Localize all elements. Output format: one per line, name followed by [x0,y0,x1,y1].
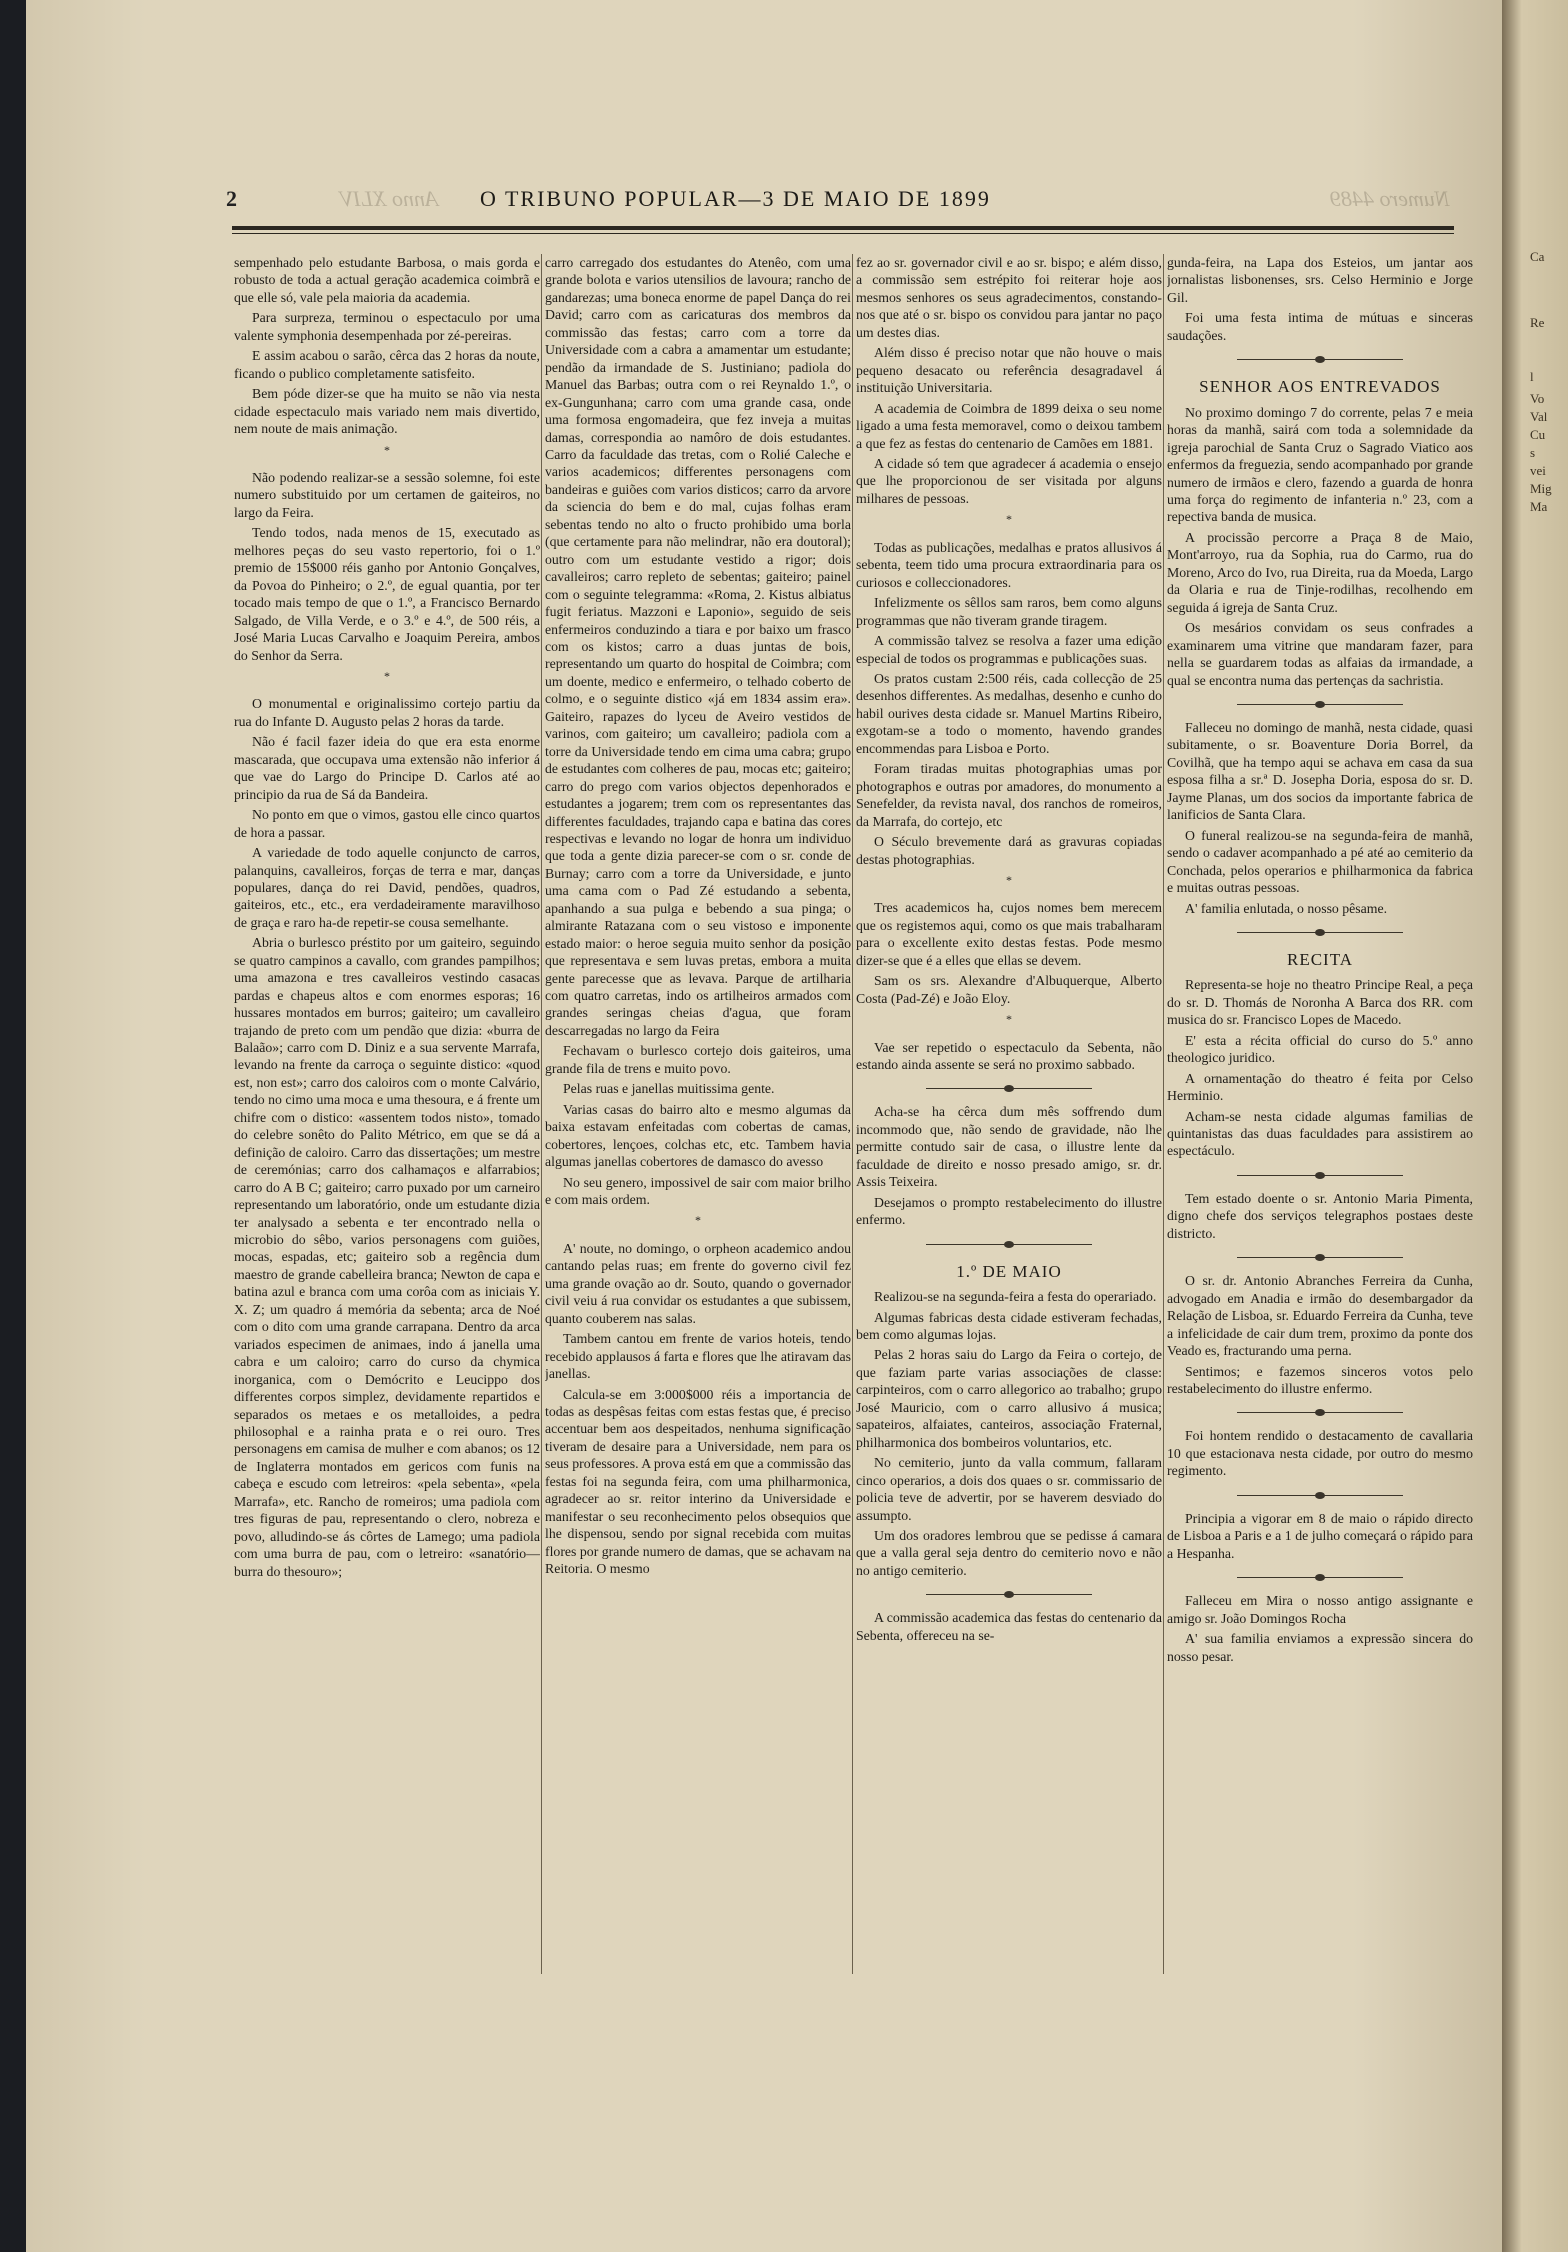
paragraph: Realizou-se na segunda-feira a festa do operariado. [874,1289,1157,1305]
paragraph: Não é facil fazer ideia do que era esta enorme mascarada, que occupava uma extensão não inferior á que vae do Largo do Principe D. Carlos até ao principio da rua de Sá da Bandeira. [234,734,540,802]
paragraph: A ornamentação do theatro é feita por Celso Herminio. [1167,1070,1473,1104]
ornamental-rule [856,1235,1162,1253]
next-page-fragment: Val [1530,409,1548,424]
paragraph: Os pratos custam 2:500 réis, cada collecção de 25 desenhos differentes. As medalhas, desenho e cunho do habil ourives desta cidade sr. Manuel Martins Ribeiro, exgotam-se a todo o momento, havendo grandes encommendas para Lisboa e Porto. [856,670,1162,756]
paragraph: Falleceu em Mira o nosso antigo assignante e amigo sr. João Domingos Rocha [1167,1593,1473,1626]
paragraph: O sr. dr. Antonio Abranches Ferreira da Cunha, advogado em Anadia e irmão do desembargador da Relação de Lisboa, sr. Eduardo Ferreira da Cunha, teve a infelicidade de cair dum trem, proximo da ponte dos Veado es, fracturando uma perna. [1167,1273,1473,1359]
paragraph: A' noute, no domingo, o orpheon academico andou cantando pelas ruas; em frente do governo civil fez uma grande ovação ao dr. Souto, quando o governador civil veiu á rua convidar os estudantes a que subissem, quanto couberem nas salas. [545,1240,851,1326]
paragraph: gunda-feira, na Lapa dos Esteios, um jantar aos jornalistas lisbonenses, srs. Celso Herminio e Jorge Gil. [1167,255,1473,305]
masthead: O TRIBUNO POPULAR—3 DE MAIO DE 1899 [480,186,991,211]
paragraph: Acha-se ha cêrca dum mês soffrendo dum incommodo que, não sendo de gravidade, não lhe permitte contudo sair de casa, o illustre lente da faculdade de direito e nosso presado amigo, sr. dr. Assis Teixeira. [856,1104,1162,1190]
paragraph: A commissão academica das festas do centenario da Sebenta, offereceu na se- [856,1610,1162,1643]
paragraph: Além disso é preciso notar que não houve o mais pequeno desacato ou referência desagradavel á instituição Universitaria. [856,345,1162,396]
paragraph: A' familia enlutada, o nosso pêsame. [1185,900,1388,916]
ornamental-rule [1167,695,1473,713]
paragraph: fez ao sr. governador civil e ao sr. bispo; e além disso, a commissão sem estrépito foi reiterar hoje aos mesmos senhores os seus agradecimentos, constando-nos que até o sr. bispo os convidou para jantar no paço um destes dias. [856,255,1162,340]
paragraph: O monumental e originalissimo cortejo partiu da rua do Infante D. Augusto pelas 2 horas da tarde. [234,696,540,729]
paragraph: A commissão talvez se resolva a fazer uma edição especial de todos os programmas e publicações suas. [856,633,1162,666]
next-page-fragment: l [1530,369,1534,384]
paragraph: Acham-se nesta cidade algumas familias de quintanistas das duas faculdades para assistirem ao espectáculo. [1167,1108,1473,1159]
paragraph: Infelizmente os sêllos sam raros, bem como alguns programmas que não tiveram grande tiragem. [856,595,1162,628]
ornamental-rule [1167,1486,1473,1504]
paragraph: Desejamos o prompto restabelecimento do illustre enfermo. [856,1194,1162,1228]
ornamental-rule [1167,350,1473,368]
paragraph: A academia de Coimbra de 1899 deixa o seu nome ligado a uma festa memoravel, como o deixou tambem a que fez as festas do centenario de Camões em 1881. [856,400,1162,451]
section-heading: RECITA [1286,949,1354,969]
column-2 [545,254,851,1974]
paragraph: Principia a vigorar em 8 de maio o rápido directo de Lisboa a Paris e a 1 de julho começará o rápido para a Hespanha. [1167,1510,1473,1561]
paragraph: Representa-se hoje no theatro Principe Real, a peça do sr. D. Thomás de Noronha A Barca dos RR. com musica do sr. Francisco Lopes de Macedo. [1167,977,1473,1028]
paragraph: Todas as publicações, medalhas e pratos allusivos á sebenta, teem tido uma procura extraordinaria para os curiosos e colleccionadores. [856,539,1162,590]
ornamental-rule [1167,1248,1473,1266]
section-asterisk: * [1006,512,1012,527]
header-rule-thin [232,233,1454,234]
ornamental-rule [856,1079,1162,1097]
section-heading: SENHOR AOS ENTREVADOS [1199,377,1441,397]
paragraph: Varias casas do bairro alto e mesmo algumas da baixa estavam enfeitadas com cobertas de camas, cobertores, lençoes, colchas etc, etc. Tambem havia algumas janellas cobertores de damasco do avesso [545,1101,851,1170]
paragraph: Tres academicos ha, cujos nomes bem merecem que os registemos aqui, como os que mais trabalharam para o excellente exito destas festas. Pode mesmo dizer-se que é a elles que ellas se devem. [856,900,1162,968]
paragraph: Para surpreza, terminou o espectaculo por uma valente symphonia desempenhada por zé-pereiras. [234,310,540,343]
next-page-fragment: Re [1530,315,1545,330]
column-divider [852,254,853,1974]
section-heading: 1.º DE MAIO [956,1261,1062,1281]
paragraph: Não podendo realizar-se a sessão solemne, foi este numero substituido por um certamen de gaiteiros, no largo da Feira. [234,469,540,520]
paragraph: O funeral realizou-se na segunda-feira de manhã, sendo o cadaver acompanhado a pé até ao cemiterio da Conchada, pelos operarios e philharmonica da fabrica e muitas outras pessoas. [1167,827,1473,896]
paragraph: Calcula-se em 3:000$000 réis a importancia de todas as despêsas feitas com estas festas que, é preciso accentuar bem aos despeitados, nenhuma significação tiveram de desaire para a Universidade, nem para os seus professores. A prova está em que a commissão das festas foi na segunda feira, com uma philharmonica, agradecer ao sr. reitor interino da Universidade e manifestar o seu reconhecimento pelos obsequios que lhe dispensou, sendo por signal recebida com muitas flores por grande numero de damas, que se achavam na Reitoria. O mesmo [545,1386,851,1577]
next-page-fragment: Ca [1530,249,1545,264]
paragraph: Tem estado doente o sr. Antonio Maria Pimenta, digno chefe dos serviços telegraphos postaes deste districto. [1167,1190,1473,1241]
paragraph: Foi hontem rendido o destacamento de cavallaria 10 que estacionava nesta cidade, por outro do mesmo regimento. [1167,1428,1473,1479]
page-number: 2 [226,186,237,211]
paragraph: Pelas 2 horas saiu do Largo da Feira o cortejo, de que faziam parte varias associações de classe: carpinteiros, com o carro allegorico ao trabalho; grupo José Mauricio, com o carro allusivo á musica; sapateiros, alfaiates, canteiros, associação Fraternal, philharmonica dos bombeiros voluntarios, etc. [856,1347,1162,1450]
ornamental-rule [1167,1568,1473,1586]
next-page-fragment: vei [1530,463,1546,478]
paragraph: Os mesários convidam os seus confrades a examinarem uma vitrine que mandaram fazer, para nella se guardarem todas as alfaias da irmandade, a qual se encontra numa das pertenças da sachristia. [1167,620,1473,688]
paragraph: Tendo todos, nada menos de 15, executado as melhores peças do seu vasto repertorio, foi o 1.º premio de 15$000 réis ganho por Antonio Gonçalves, da Povoa do Pinheiro; o 2.º, de egual quantia, por ter tocado mais tempo de que o 1.º, a Francisco Bernardo Salgado, de Villa Verde, e o 3.º e 4.º, de 500 réis, a José Maria Lucas Carvalho e Joaquim Pereira, ambos do Senhor da Serra. [234,525,540,663]
column-4 [1167,254,1473,1974]
section-asterisk: * [384,442,390,457]
paragraph: Bem póde dizer-se que ha muito se não via nesta cidade espectaculo mais variado nem mais divertido, nem noute de mais animação. [234,386,540,437]
paragraph: Fechavam o burlesco cortejo dois gaiteiros, uma grande fila de trens e muito povo. [545,1043,851,1076]
next-page-fragment: Ma [1530,499,1548,514]
paragraph: Tambem cantou em frente de varios hoteis, tendo recebido applausos á farta e flores que lhe atiravam das janellas. [545,1331,851,1382]
section-asterisk: * [695,1213,701,1228]
paragraph: carro carregado dos estudantes do Atenêo, com uma grande bolota e varios utensilios de lavoura; rancho de gandarezas; uma boneca enorme de papel Dança do rei David; carro com as caricaturas dos membros da commissão das festas; carro com a torre da Universidade com a cabra a amamentar um estudante; pendão da irmandade de S. Justiniano; padiola do Manuel das Barbas; outra com o rei Reynaldo 1.º, o ex-Gungunhana; carro com uma grande casa, onde uma formosa engomadeira, que fez inveja a muitas damas, correspondia ao namôro de dois estudantes. Carro da faculdade das tretas, com o Rolié Caleche e varios academicos; differentes personagens com bandeiras e guiões com varios disticos; carro da arvore da sciencia do bem e do mal, cujas folhas eram sebentas tendo no alto o fructo prohibido uma borla (que certamente para não melindrar, não era doutoral); outro com um estudante vestido a rigor; dois cavalleiros; carro repleto de sebentas; gaiteiro; painel com o seguinte telegramma: «Roma, 2. Kistus albiatus fugit feriatus. Mazzoni e Laponio», seguido de seis enfermeiros conduzindo a tiara e por baixo um frasco com os kistos; carro a duas juntas de bois, representando um quarto do hospital de Coimbra; com um doente, medico e enfermeiro, o telhado coberto de colmo, e o seguinte distico «já em 1834 assim era». Gaiteiro, rapazes do lyceu de Aveiro vestidos de varinos, com gaiteiro; um cavalleiro; padiola com a torre da Universidade tendo em cima uma cabra; grupo de estudantes com colheres de pau, mocas etc; gaiteiro; carro do prego com varios objectos depenhorados e estudantes a jogarem; trem com os representantes das differentes faculdades, trajando capa e batina das cores respectivas e levando no logar de honra um individuo que toda a gente dizia parecer-se com o sr. conde de Burnay; carro com a torre da Universidade, e junto uma cama com o Pad Zé estudando a sebenta, apanhando a sua pulga e bebendo a sua pinga; o almirante Ratazana com o seu vistoso e imponente estado maior: o heroe seguia muito senhor da posição que representava e sem luvas pretas, embora a muita gente parecesse que as levava. Parque de artilharia com quatro carretas, indo os artilheiros armados com grandes seringas cheias d'agua, que foram descarregadas no largo da Feira [545,255,851,1038]
bleed-through-text: Anno XLIV [340,186,439,211]
next-page-fragment: Vo [1530,391,1545,406]
paragraph: Foram tiradas muitas photographias umas por photographos e outras por amadores, do monumento a Senefelder, da revista naval, dos ranchos de romeiros, da Marrafa, do cortejo, etc [856,761,1162,829]
paragraph: sempenhado pelo estudante Barbosa, o mais gorda e robusto de toda a actual geração academica coimbrã e que elle só, vale pela maioria da academia. [234,255,540,305]
paragraph: Um dos oradores lembrou que se pedisse á camara que a valla geral seja dentro do cemiterio novo e não no antigo cemiterio. [856,1528,1162,1578]
paragraph: Algumas fabricas desta cidade estiveram fechadas, bem como algumas lojas. [856,1309,1162,1343]
paragraph: A variedade de todo aquelle conjuncto de carros, palanquins, cavalleiros, forças de terra e mar, danças populares, dança do rei David, pendões, quadros, gaiteiros, etc., etc., era verdadeiramente maravilhoso de graça e raro ha-de repetir-se cousa semelhante. [234,845,540,930]
ornamental-rule [1167,1166,1473,1184]
ornamental-rule [856,1585,1162,1603]
paragraph: Vae ser repetido o espectaculo da Sebenta, não estando ainda assente se será no proximo sabbado. [856,1039,1162,1073]
paragraph: Falleceu no domingo de manhã, nesta cidade, quasi subitamente, o sr. Boaventure Doria Borrel, da Covilhã, que ha tempo aqui se achava em casa da sua esposa filha a sr.ª D. Josepha Doria, esposa do sr. D. Jayme Planas, um dos socios da importante fabrica de lanificios de Santa Clara. [1167,719,1473,823]
paragraph: No ponto em que o vimos, gastou elle cinco quartos de hora a passar. [234,807,540,840]
next-page-fragment: Mig [1530,481,1552,496]
paragraph: E' esta a récita official do curso do 5.º anno theologico juridico. [1167,1032,1473,1066]
section-asterisk: * [1006,1012,1012,1027]
paragraph: O Século brevemente dará as gravuras copiadas destas photographias. [856,834,1162,867]
page-header [200,186,1460,216]
column-divider [1163,254,1164,1974]
paragraph: A' sua familia enviamos a expressão sincera do nosso pesar. [1167,1631,1473,1664]
paragraph: No seu genero, impossivel de sair com maior brilho e com mais ordem. [545,1174,851,1208]
column-1 [234,254,540,1974]
next-page-fragment: s [1530,445,1536,460]
paragraph: Sentimos; e fazemos sinceros votos pelo restabelecimento do illustre enfermo. [1167,1363,1473,1397]
paragraph: Abria o burlesco préstito por um gaiteiro, seguindo se quatro campinos a cavallo, com grandes pampilhos; uma amazona e tres cavalleiros vestindo casacas pardas e chapeus altos e com enormes esporas; 16 hussares montados em burros; gaiteiro; um cavalleiro trajando de preto com um pendão que dizia: «burra de Balaão»; carro com D. Diniz e a sua servente Marrafa, levando na frente da carroça o seguinte distico: «quod est, non est»; carro dos caloiros com o monte Calvário, tendo no cimo uma moca e uma thesoura, e á frente um chifre com o distico: «assentem todos nisto», tomado do celebre sonêto do Palito Métrico, em que se dá a definição de caloiro. Carro das dissertações; um mestre de ceremónias; carro dos calhamaços e alfarrabios; carro do A B C; gaiteiro; carro puxado por um carneiro representando um laboratório, onde um estudante dizia ter analysado a sebenta e ter encontrado nella o microbio do sêbo, varios personagens com guiões, mocas, espadas, etc; gaiteiro sob a regência dum maestro de grande cabelleira branca; Newton de capa e batina azul e branca com uma corôa com as iniciais Y. X. Z; um quadro á memória da sebenta; arca de Noé com o dito com uma grande carrapana. Dentro da arca variados especimen de animaes, indo á janella uma cabra e um caloiro; carro do curso da chymica inorganica, com o Demócrito e Leucippo dos differentes corpos simplez, devidamente repartidos e separados os metaes e os metalloides, a pedra philosophal e a rainha prata e o rei ouro. Tres personagens em camisa de mulher e com abanos; os 12 de Inglaterra montados em gericos com funis na cabeça e escudo com letreiros: «pela sebenta», «pela Marrafa», etc. Rancho de romeiros; uma padiola com tres figuras de pau, representando o clero, nobreza e povo, alludindo-se ás côrtes de Lamego; uma padiola com uma burra de pau, com o letreiro: «sanatório—burra do thesouro»; [234,935,540,1579]
section-asterisk: * [1006,872,1012,887]
paragraph: No cemiterio, junto da valla commum, fallaram cinco operarios, a dois dos quaes o sr. commissario de policia teve de advertir, por se haverem desviado do assumpto. [856,1455,1162,1523]
column-divider [541,254,542,1974]
paragraph: Foi uma festa intima de mútuas e sinceras saudações. [1167,310,1473,343]
ornamental-rule [1167,1403,1473,1421]
column-3 [856,254,1162,1974]
adjacent-page-edge [1502,0,1568,2252]
section-asterisk: * [384,668,390,683]
header-rule [232,226,1454,230]
paragraph: No proximo domingo 7 do corrente, pelas 7 e meia horas da manhã, sairá com toda a solemnidade da igreja parochial de Santa Cruz o Sagrado Viatico aos enfermos da freguezia, sendo acompanhado por grande numero de irmãos e clero, fazendo a guarda de honra uma força do regimento de infanteria n.º 23, com a repectiva banda de musica. [1167,404,1473,525]
paragraph: A cidade só tem que agradecer á academia o ensejo que lhe proporcionou de ser visitada por alguns milhares de pessoas. [856,455,1162,506]
paragraph: Sam os srs. Alexandre d'Albuquerque, Alberto Costa (Pad-Zé) e João Eloy. [856,973,1162,1006]
paragraph: A procissão percorre a Praça 8 de Maio, Mont'arroyo, rua da Sophia, rua do Carmo, rua do Moreno, Arco do Ivo, rua Direita, rua da Moeda, Largo da Olaria e rua de Tinje-rodilhas, recolhendo em seguida á igreja de Santa Cruz. [1167,529,1473,615]
bleed-through-text: Numero 4489 [1330,186,1450,211]
next-page-fragment: Cu [1530,427,1546,442]
ornamental-rule [1167,923,1473,941]
paragraph: Pelas ruas e janellas muitissima gente. [563,1081,775,1097]
paragraph: E assim acabou o sarão, cêrca das 2 horas da noute, ficando o publico completamente satisfeito. [234,348,540,381]
